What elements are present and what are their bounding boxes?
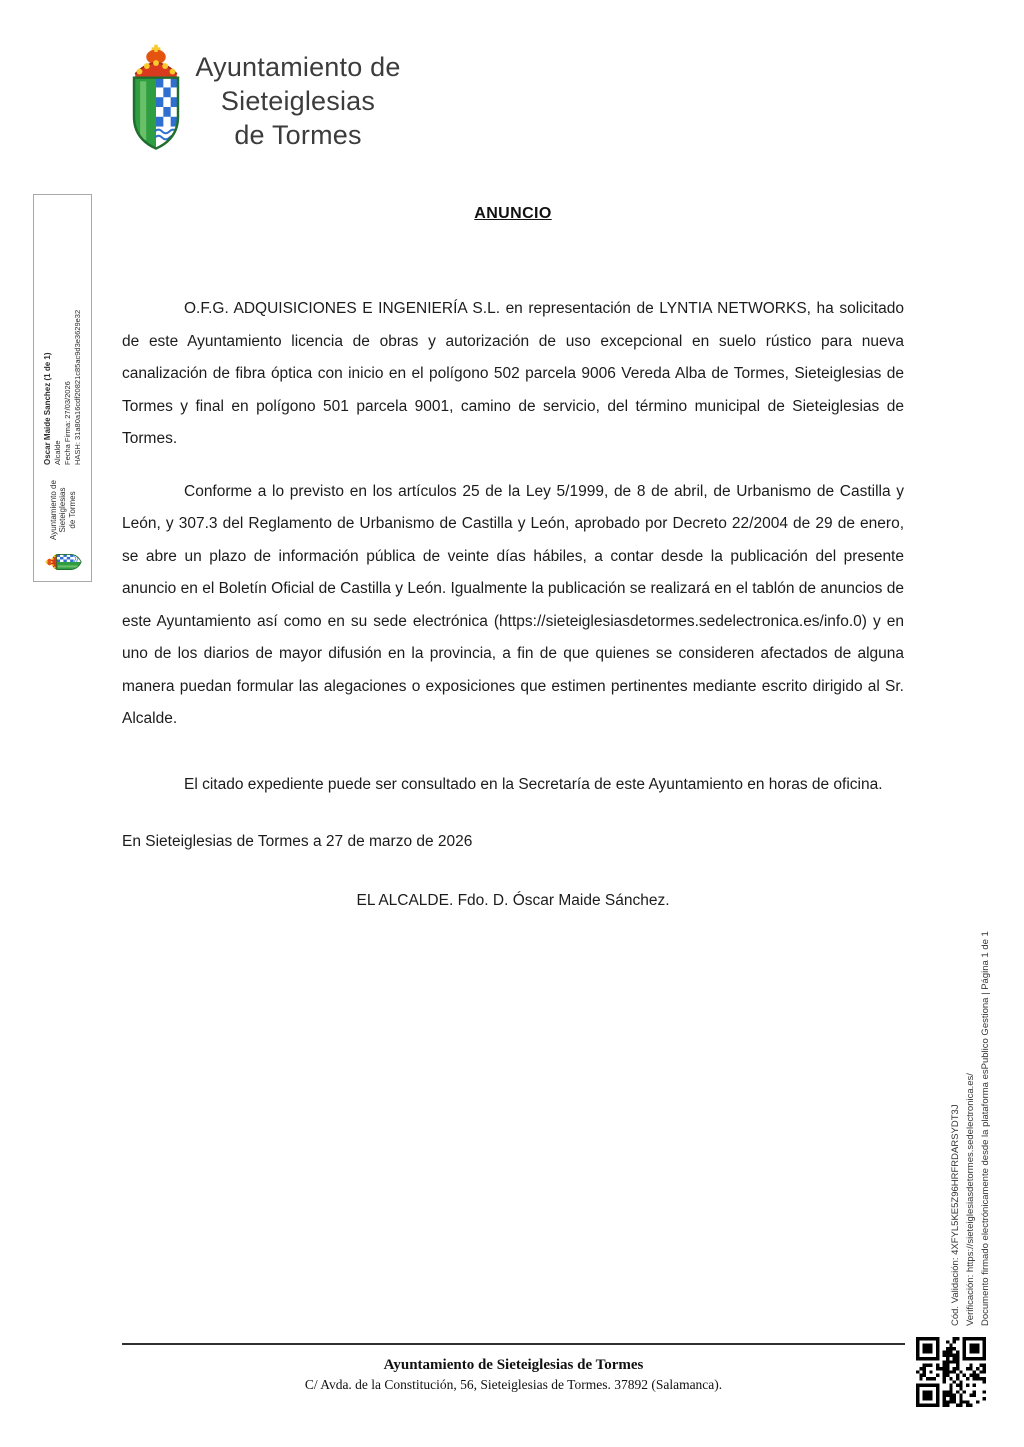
signature-stamp-content: [37, 201, 89, 577]
signature-date: Fecha Firma: 27/03/2026: [63, 381, 72, 465]
header-org-name: [188, 50, 408, 152]
date-line: En Sieteiglesias de Tormes a 27 de marzo de 2026: [122, 833, 473, 850]
stamp-org-line: Sieteiglesias: [58, 487, 68, 533]
stamp-crest-icon: [44, 549, 82, 575]
footer-divider: [122, 1343, 905, 1345]
signer-role: Alcalde: [53, 440, 62, 465]
paragraph-consultation: El citado expediente puede ser consultado en la Secretaría de este Ayuntamiento en horas de oficina.: [184, 775, 883, 793]
stamp-signer-info: [43, 310, 83, 465]
stamp-org-line: Ayuntamiento de: [48, 480, 58, 540]
qr-code: [916, 1337, 986, 1407]
footer: [122, 1357, 905, 1393]
stamp-org-line: de Tormes: [67, 491, 77, 529]
signature-line: EL ALCALDE. Fdo. D. Óscar Maide Sánchez.: [356, 891, 670, 909]
signature-hash: HASH: 31a80a16cdf20821c85ac9d3e3629e32: [73, 309, 82, 465]
validation-code: Cód. Validación: 4XFYL5KE5Z96HRFRDARSYDT3J: [950, 1104, 961, 1326]
header-org-line: Sieteiglesias: [220, 86, 376, 116]
document-title: ANUNCIO: [474, 205, 552, 222]
stamp-org-name: [49, 475, 78, 545]
footer-org-name: Ayuntamiento de Sieteiglesias de Tormes: [383, 1357, 644, 1373]
platform-note: Documento firmado electrónicamente desde la plataforma esPublico Gestiona | Página 1 de 1: [980, 931, 991, 1326]
document-body: [122, 205, 904, 917]
header-org-line: de Tormes: [234, 120, 362, 150]
validation-margin-text: [948, 886, 996, 1326]
town-crest-logo: [119, 41, 193, 151]
paragraph-request: O.F.G. ADQUISICIONES E INGENIERÍA S.L. en representación de LYNTIA NETWORKS, ha solicitado de este Ayuntamiento licencia de obras y autorización de uso excepcional en suelo rústico para nueva canalización de fibra óptica con inicio en el polígono 502 parcela 9006 Vereda Alba de Tormes, Sieteiglesias de Tormes y final en polígono 501 parcela 9001, camino de servicio, del término municipal de Sieteiglesias de Tormes.: [122, 300, 904, 447]
footer-address: C/ Avda. de la Constitución, 56, Sieteiglesias de Tormes. 37892 (Salamanca).: [304, 1377, 723, 1392]
signer-name: Oscar Maide Sanchez (1 de 1): [43, 352, 52, 465]
signature-stamp-box: [33, 194, 92, 582]
paragraph-legal: Conforme a lo previsto en los artículos 25 de la Ley 5/1999, de 8 de abril, de Urbanismo de Castilla y León, y 307.3 del Reglamento de Urbanismo de Castilla y León, aprobado por Decreto 22/2004 de 29 de enero, se abre un plazo de información pública de veinte días hábiles, a contar desde la publicación del presente anuncio en el Boletín Oficial de Castilla y León. Igualmente la publicación se realizará en el tablón de anuncios de este Ayuntamiento así como en su sede electrónica (https://sieteiglesiasdetormes.sedelectronica.es/info.0) y en uno de los diarios de mayor difusión en la provincia, a fin de que quienes se consideren afectados de alguna manera puedan formular las alegaciones o exposiciones que estimen pertinentes mediante escrito dirigido al Sr. Alcalde.: [122, 482, 904, 727]
header-org-line: Ayuntamiento de: [195, 52, 401, 82]
verification-url: Verificación: https://sieteiglesiasdetormes.sedelectronica.es/: [965, 1073, 976, 1326]
